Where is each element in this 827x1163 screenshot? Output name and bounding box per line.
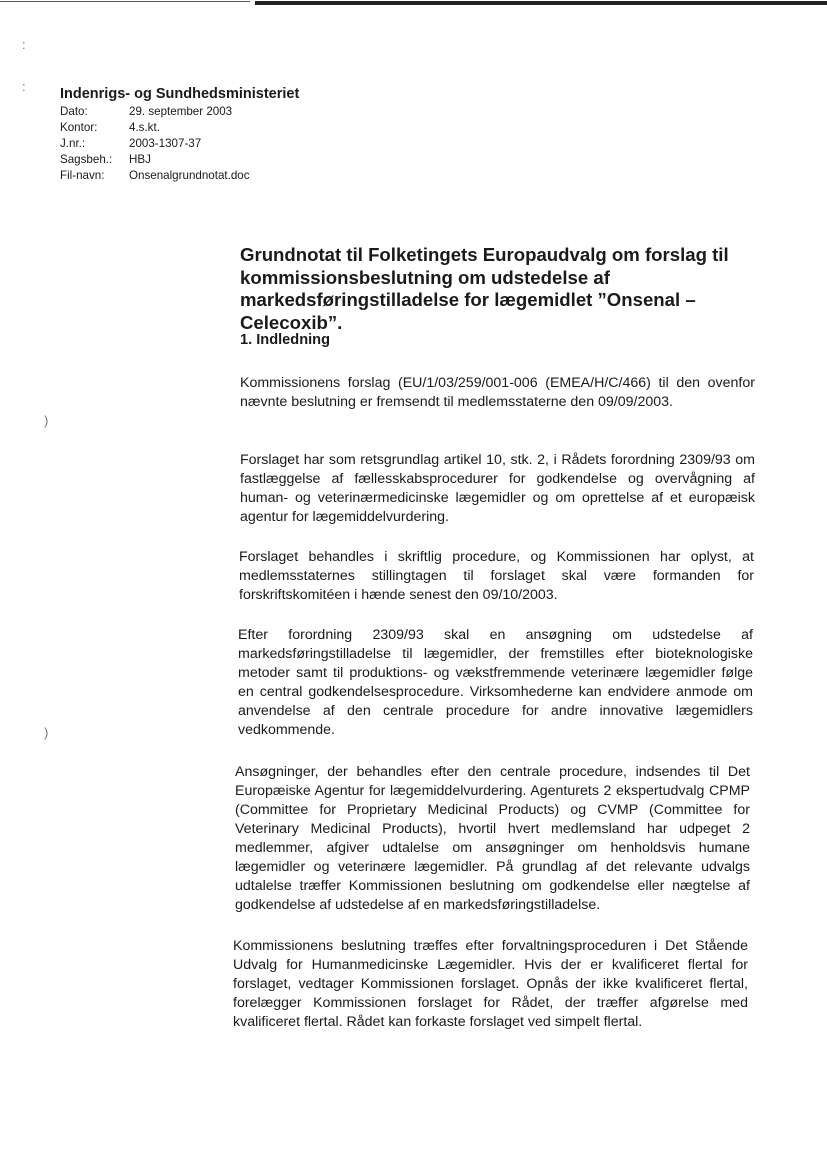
body-paragraph: Kommissionens beslutning træffes efter forvaltningsproceduren i Det Stående Udvalg for Humanmedicinske Lægemidler. Hvis der er kvalificeret flertal for forslaget, vedtager Kommissionen forslaget. Opnås der ikke kvalificeret flertal, forelægger Kommissionen forslaget for Rådet, der træffer afgørelse med kvalificeret flertal. Rådet kan forkaste forslaget ved simpelt flertal.	[233, 938, 748, 1030]
section-heading: 1. Indledning	[240, 332, 330, 348]
body-paragraph: Forslaget behandles i skriftlig procedure, og Kommissionen har oplyst, at medlemsstaternes stillingtagen til forslaget skal være formanden for forskriftskomitéen i hænde senest den 09/10/2003.	[239, 549, 754, 603]
meta-label: Dato:	[60, 105, 88, 118]
meta-row-filename	[60, 168, 250, 184]
meta-value: 4.s.kt.	[129, 121, 160, 134]
meta-row-case-officer	[60, 152, 250, 168]
scan-rule-right	[255, 1, 827, 5]
scan-rule-left	[0, 1, 250, 2]
meta-row-date	[60, 104, 250, 120]
scan-mark: :	[22, 37, 26, 52]
scan-mark: :	[22, 79, 26, 94]
meta-label: Sagsbeh.:	[60, 153, 113, 166]
document-title: Grundnotat til Folketingets Europaudvalg om forslag til kommissionsbeslutning om udstedelse af markedsføringstilladelse for lægemidlet ”Onsenal – Celecoxib”.	[240, 244, 729, 333]
meta-row-journal-number	[60, 136, 250, 152]
meta-value: 2003-1307-37	[129, 137, 202, 150]
meta-label: Kontor:	[60, 121, 98, 134]
meta-row-office	[60, 120, 250, 136]
ministry-name: Indenrigs- og Sundhedsministeriet	[60, 86, 300, 102]
body-paragraph: Ansøgninger, der behandles efter den centrale procedure, indsendes til Det Europæiske Agentur for lægemiddelvurdering. Agenturets 2 ekspertudvalg CPMP (Committee for Proprietary Medicinal Products) og CVMP (Committee for Veterinary Medicinal Products), hvortil hvert medlemsland har udpeget 2 medlemmer, afgiver udtalelse om ansøgninger om henholdsvis humane lægemidler og veterinære lægemidler. På grundlag af det relevante udvalgs udtalelse træffer Kommissionen beslutning om godkendelse eller nægtelse af godkendelse af udstedelse af en markedsføringstilladelse.	[235, 764, 750, 913]
meta-value: HBJ	[129, 153, 151, 166]
metadata-table	[60, 104, 250, 184]
meta-value: Onsenalgrundnotat.doc	[129, 169, 250, 182]
meta-value: 29. september 2003	[129, 105, 233, 118]
body-paragraph: Forslaget har som retsgrundlag artikel 10, stk. 2, i Rådets forordning 2309/93 om fastlæggelse af fællesskabsprocedurer for godkendelse og overvågning af human- og veterinærmedicinske lægemidler og om oprettelse af et europæisk agentur for lægemiddelvurdering.	[240, 452, 755, 525]
scan-mark: )	[44, 725, 49, 740]
body-paragraph: Efter forordning 2309/93 skal en ansøgning om udstedelse af markedsføringstilladelse til lægemidler, der fremstilles efter bioteknologiske metoder samt til produktions- og vækstfremmende veterinære lægemidler følge en central godkendelsesprocedure. Virksomhederne kan endvidere anmode om anvendelse af den centrale procedure for andre innovative lægemidlers vedkommende.	[238, 627, 753, 738]
body-paragraph: Kommissionens forslag (EU/1/03/259/001-006 (EMEA/H/C/466) til den ovenfor nævnte beslutning er fremsendt til medlemsstaterne den 09/09/2003.	[240, 375, 755, 410]
scan-mark: )	[44, 413, 49, 428]
scan-top-rule	[0, 0, 827, 6]
meta-label: Fil-navn:	[60, 169, 105, 182]
meta-label: J.nr.:	[60, 137, 86, 150]
document-header	[60, 86, 299, 184]
